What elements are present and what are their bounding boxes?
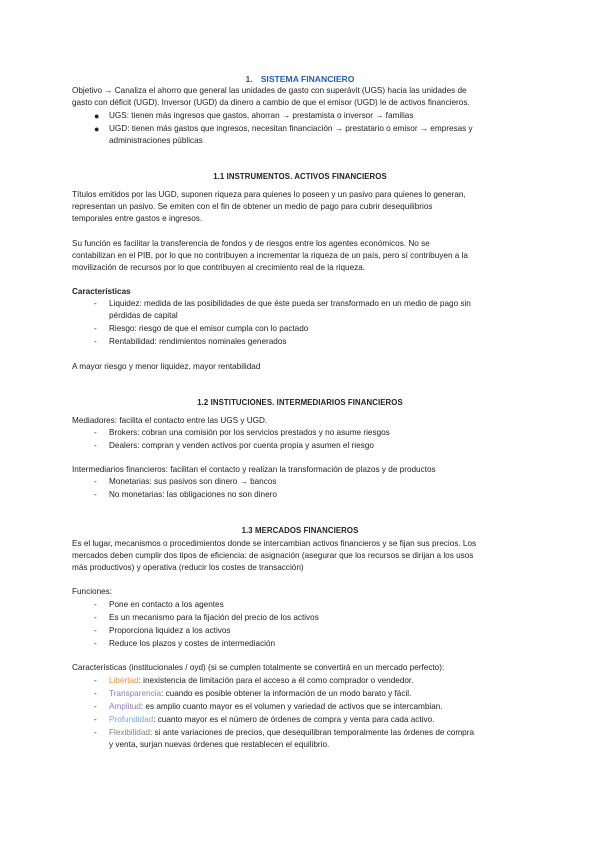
caract-libertad (109, 676, 413, 686)
paragraph-line: movilización de recursos por lo que contribuyen al crecimiento real de la riqueza. (72, 263, 366, 272)
paragraph-line: Títulos emitidos por las UGD, suponen riqueza para quienes lo poseen y un pasivo para quienes lo generan, (72, 190, 466, 199)
dash-marker: - (94, 600, 97, 609)
dash-marker: - (94, 324, 97, 333)
intermediarios-line: Intermediarios financieros: facilitan el contacto y realizan la transformación de plazos y de productos (72, 465, 436, 474)
caract-text: : es amplio cuanto mayor es el volumen y variedad de activos que se intercambian. (140, 702, 443, 711)
dash-marker: - (94, 702, 97, 711)
characteristics-title: Características (72, 287, 131, 296)
caract-text: : inexistencia de limitación para el acceso a él como comprador o vendedor. (138, 676, 414, 685)
term-libertad: Libertad (109, 676, 139, 685)
paragraph-line: Su función es facilitar la transferencia de fondos y de riesgos entre los agentes económicos. No se (72, 239, 430, 248)
objective-line-1: Objetivo → Canaliza el ahorro que general las unidades de gasto con superávit (UGS) hacia las unidades de (72, 86, 467, 95)
dash-marker: - (94, 428, 97, 437)
dash-marker: - (94, 676, 97, 685)
char-liquidez-line-2: pérdidas de capital (109, 311, 178, 320)
bullet-ugs: UGS: tienen más ingresos que gastos, ahorran → prestamista o inversor → familias (109, 111, 414, 120)
funcion-item: Pone en contacto a los agentes (109, 600, 224, 609)
section-heading-instituciones: 1.2 INSTITUCIONES. INTERMEDIARIOS FINANCIEROS (197, 398, 403, 407)
mediadores-line: Mediadores: facilita el contacto entre las UGS y UGD. (72, 416, 268, 425)
dash-marker: - (94, 639, 97, 648)
conclusion-line: A mayor riesgo y menor liquidez, mayor rentabilidad (72, 362, 261, 371)
dash-marker: - (94, 728, 97, 737)
dash-marker: - (94, 613, 97, 622)
funciones-title: Funciones: (72, 587, 113, 596)
paragraph-line: mercados deben cumplir dos tipos de eficiencia: de asignación (asegurar que los recursos se dirijan a los usos (72, 551, 474, 560)
section-heading-mercados: 1.3 MERCADOS FINANCIEROS (241, 526, 359, 535)
caract-text: : si ante variaciones de precios, que desequilibran temporalmente las órdenes de compra (149, 728, 475, 737)
title-text: SISTEMA FINANCIERO (260, 74, 355, 84)
bullet-ugd-line-1: UGD: tienen más gastos que ingresos, necesitan financiación → prestatario o emisor → empresas y (109, 124, 473, 133)
caract-profundidad (109, 715, 434, 725)
dash-marker: - (94, 715, 97, 724)
mediadores-item: Dealers: compran y venden activos por cuenta propia y asumen el riesgo (109, 441, 374, 450)
section-heading-instrumentos: 1.1 INSTRUMENTOS. ACTIVOS FINANCIEROS (213, 172, 387, 181)
dash-marker: - (94, 477, 97, 486)
dash-marker: - (94, 337, 97, 346)
caract-flexibilidad (109, 728, 474, 738)
caract-text: : cuanto mayor es el número de órdenes de compra y venta para cada activo. (153, 715, 435, 724)
funcion-item: Proporciona liquidez a los activos (109, 626, 231, 635)
caract-flexibilidad-line-2: y venta, surjan nuevas órdenes que restablecen el equilibrio. (109, 740, 330, 749)
paragraph-line: contabilizan en el PIB, por lo que no contribuyen a incrementar la riqueza de un país, pero sí contribuyen a la (72, 251, 468, 260)
char-rentabilidad: Rentabilidad: rendimientos nominales generados (109, 337, 287, 346)
char-liquidez-line-1: Liquidez: medida de las posibilidades de que éste pueda ser transformado en un medio de pago sin (109, 299, 471, 308)
dash-marker: - (94, 441, 97, 450)
intermediarios-item: Monetarias: sus pasivos son dinero → bancos (109, 477, 277, 486)
intermediarios-item: No monetarias: las obligaciones no son dinero (109, 490, 277, 499)
term-profundidad: Profundidad (109, 715, 154, 724)
term-transparencia: Transparencia (109, 689, 162, 698)
term-amplitud: Amplitud (109, 702, 141, 711)
caract-amplitud (109, 702, 443, 712)
term-flexibilidad: Flexibilidad (109, 728, 150, 737)
title-number: 1. (245, 74, 253, 84)
bullet-dot: ● (94, 124, 100, 134)
caract-transparencia (109, 689, 411, 699)
bullet-dot: ● (94, 111, 100, 121)
dash-marker: - (94, 490, 97, 499)
paragraph-line: Es el lugar, mecanismos o procedimientos donde se intercambian activos financieros y se fijan sus precios. Los (72, 539, 477, 548)
char-riesgo: Riesgo: riesgo de que el emisor cumpla con lo pactado (109, 324, 309, 333)
funcion-item: Reduce los plazos y costes de intermediación (109, 639, 276, 648)
bullet-ugd-line-2: administraciones públicas (109, 136, 203, 145)
objective-line-2: gasto con déficit (UGD). Inversor (UGD) da dinero a cambio de que el emisor (UGD) le de activos financieros. (72, 98, 470, 107)
dash-marker: - (94, 626, 97, 635)
paragraph-line: representan un pasivo. Se emiten con el fin de obtener un medio de pago para cubrir desequilibrios (72, 202, 433, 211)
page-title (0, 74, 600, 84)
dash-marker: - (94, 299, 97, 308)
caract-text: : cuando es posible obtener la información de un modo barato y fácil. (161, 689, 412, 698)
mediadores-item: Brokers: cobran una comisión por los servicios prestados y no asume riesgos (109, 428, 390, 437)
paragraph-line: temporales entre gastos e ingresos. (72, 214, 203, 223)
funcion-item: Es un mecanismo para la fijación del precio de los activos (109, 613, 319, 622)
paragraph-line: más productivos) y operativa (reducir los costes de transacción) (72, 563, 304, 572)
caract-title: Características (institucionales / oyd) (si se cumplen totalmente se convertirá en un mercado perfecto): (72, 663, 445, 672)
dash-marker: - (94, 689, 97, 698)
